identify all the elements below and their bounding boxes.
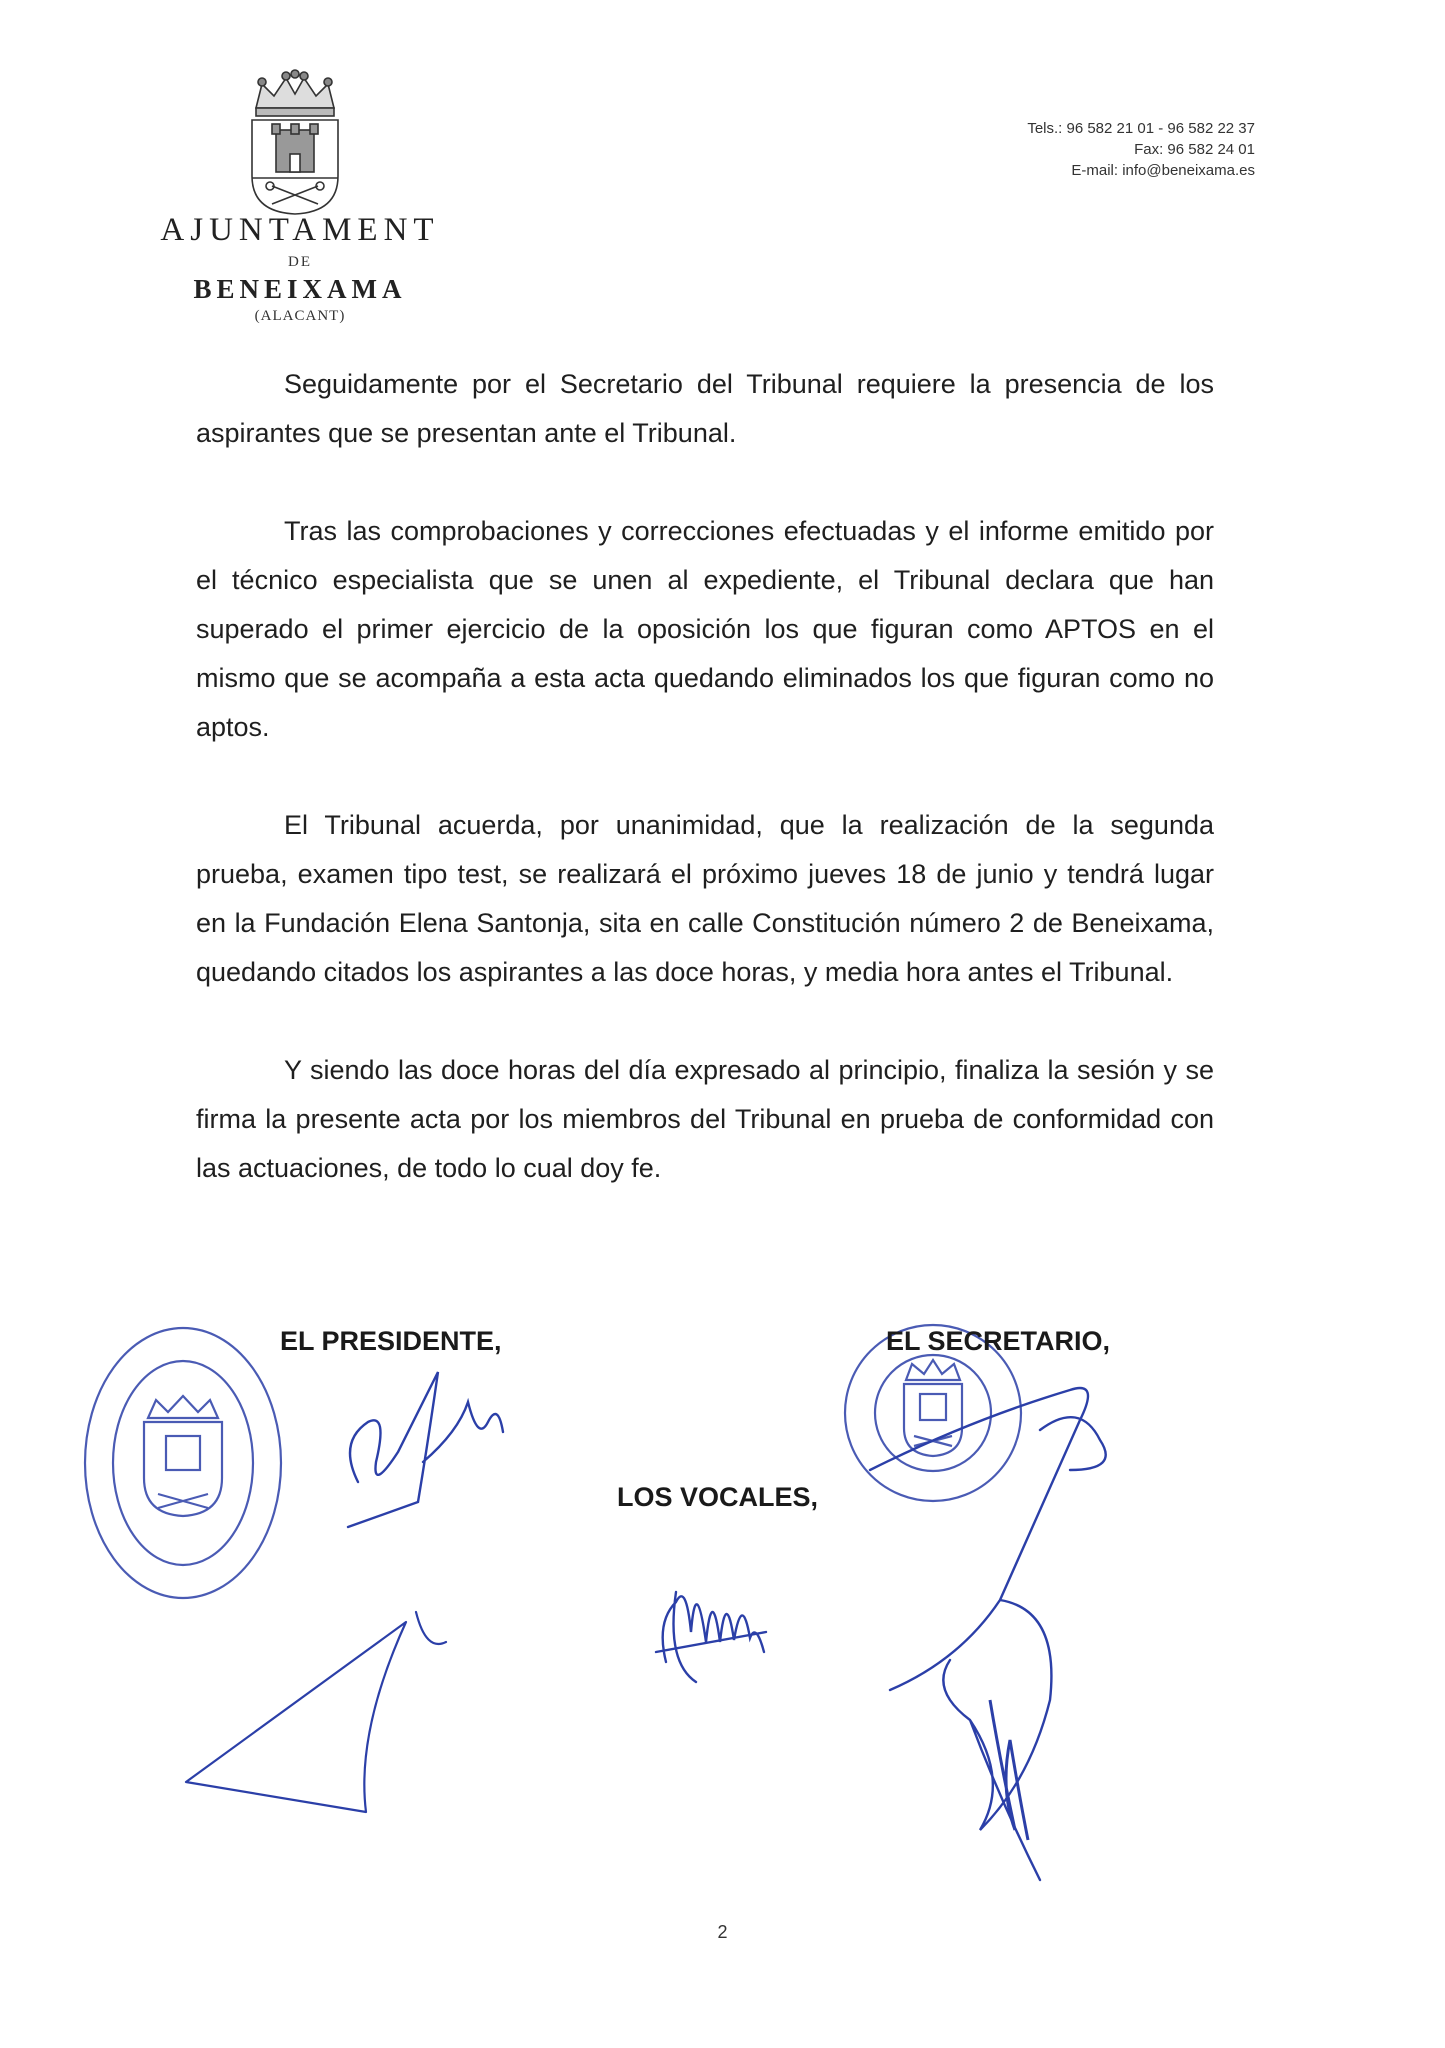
vocal-signature-2 (176, 1592, 496, 1832)
paragraph-3: El Tribunal acuerda, por unanimidad, que la realización de la segunda prueba, examen tipo test, se realizará el próximo jueves 18 de junio y tendrá lugar en la Fundación Elena Santonja, sita en calle Constitución número 2 de Beneixama, quedando citados los aspirantes a las doce horas, y media hora antes el Tribunal. (196, 810, 1214, 987)
paragraph-2: Tras las comprobaciones y correcciones efectuadas y el informe emitido por el técnico especialista que se unen al expediente, el Tribunal declara que han superado el primer ejercicio de la oposición los que figuran como APTOS en el mismo que se acompaña a esta acta quedando eliminados los que figuran como no aptos. (196, 516, 1214, 742)
contact-block (1027, 118, 1255, 181)
president-label: EL PRESIDENTE, (280, 1326, 502, 1356)
org-de: DE (288, 254, 312, 270)
vocales-label: LOS VOCALES, (617, 1482, 819, 1512)
seal-left (78, 1318, 288, 1608)
document-body (196, 360, 1214, 1242)
contact-email: E-mail: info@beneixama.es (1071, 162, 1255, 179)
contact-fax: Fax: 96 582 24 01 (1134, 141, 1255, 158)
page-number: 2 (717, 1922, 728, 1942)
org-province: (ALACANT) (254, 308, 346, 324)
secretary-label: EL SECRETARIO, (886, 1326, 1111, 1356)
president-signature (328, 1362, 528, 1532)
vocal-signature-1 (646, 1562, 776, 1702)
secretary-signature (850, 1360, 1150, 1900)
org-name: AJUNTAMENT (160, 212, 440, 248)
org-town: BENEIXAMA (193, 274, 407, 304)
contact-phones: Tels.: 96 582 21 01 - 96 582 22 37 (1027, 120, 1255, 137)
paragraph-4: Y siendo las doce horas del día expresado al principio, finaliza la sesión y se firma la presente acta por los miembros del Tribunal en prueba de conformidad con las actuaciones, de todo lo cual doy fe. (196, 1055, 1214, 1183)
coat-of-arms-icon (242, 66, 348, 216)
paragraph-1: Seguidamente por el Secretario del Tribunal requiere la presencia de los aspirantes que se presentan ante el Tribunal. (196, 369, 1214, 448)
